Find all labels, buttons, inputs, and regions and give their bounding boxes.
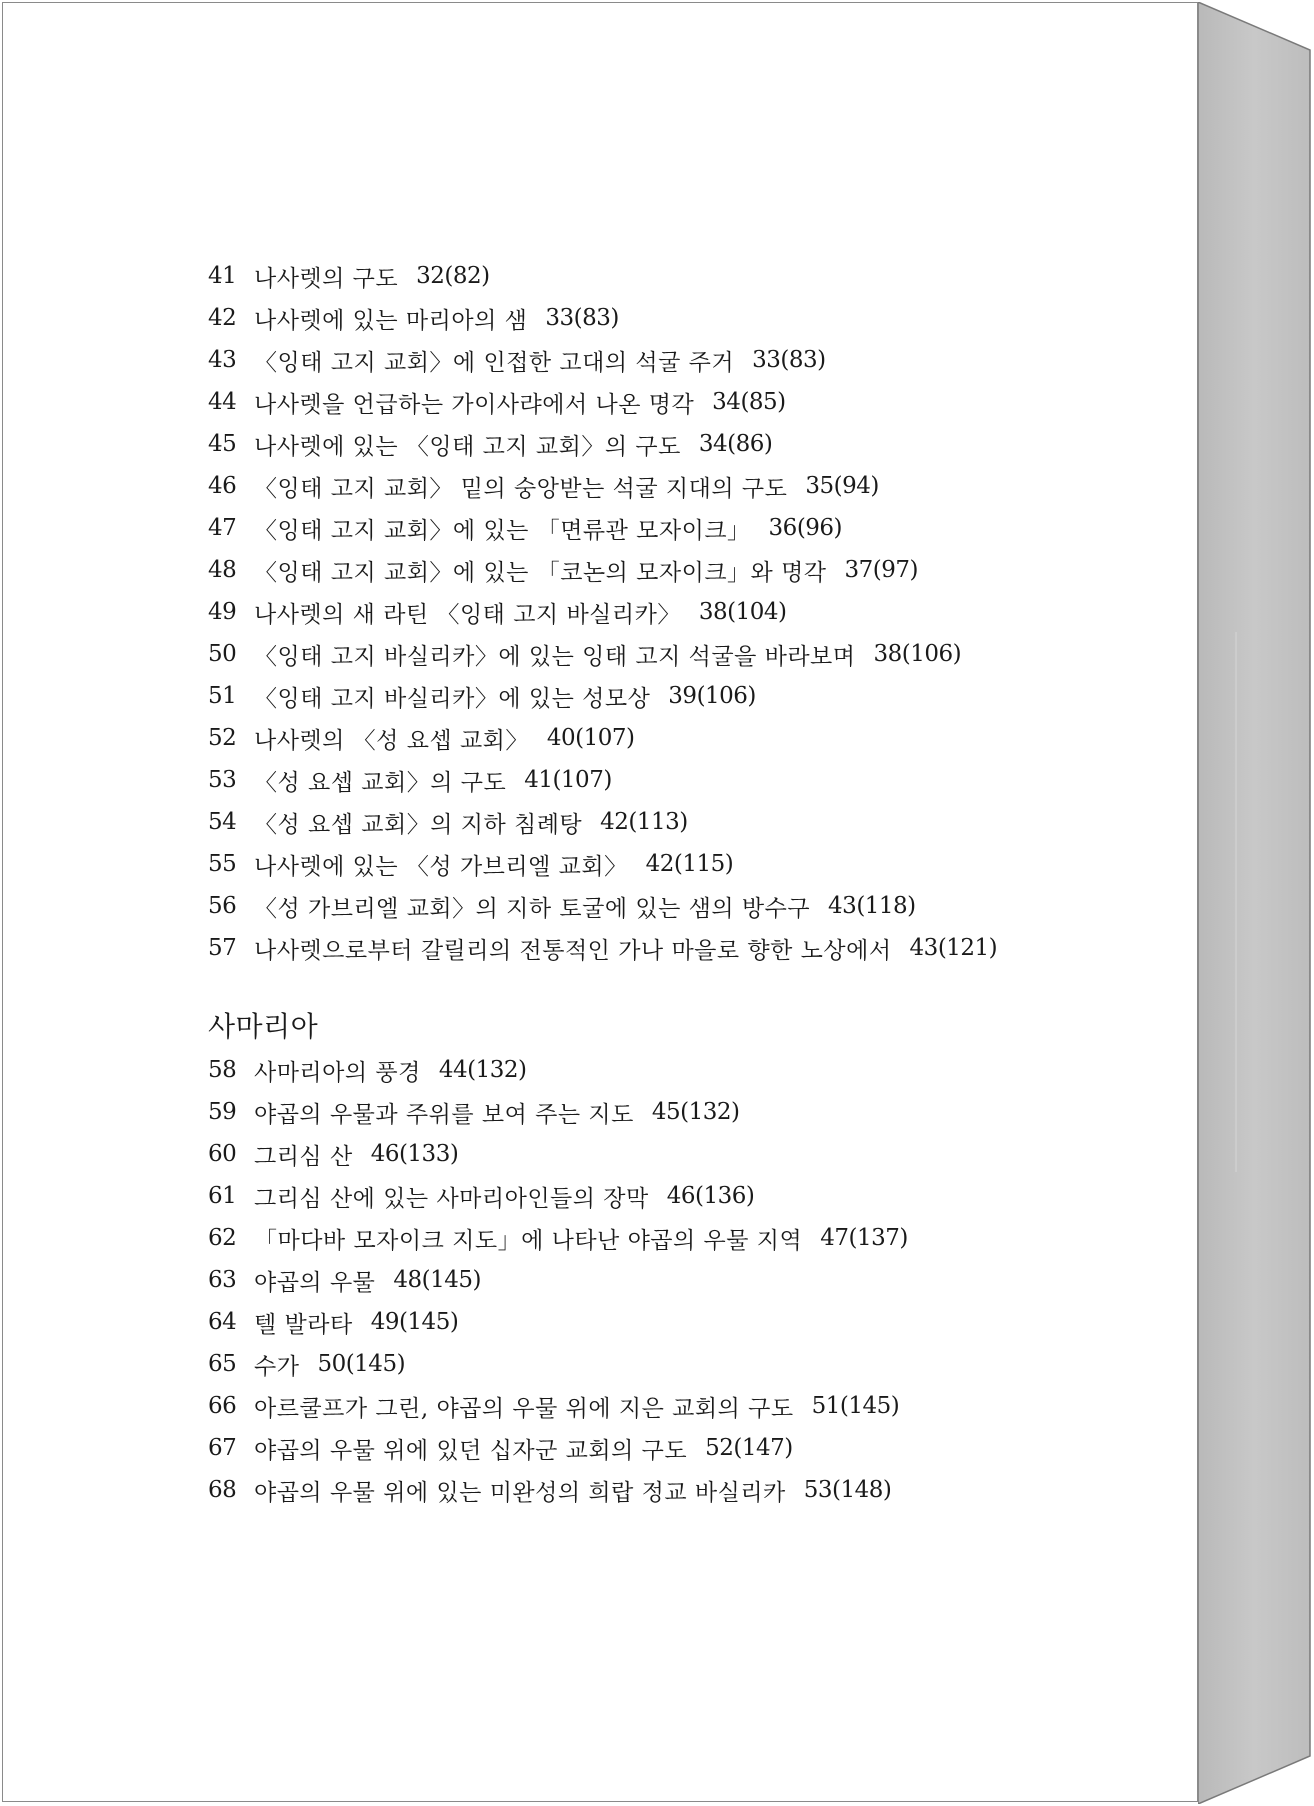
figure-title: 〈잉태 고지 교회〉에 있는 「면류관 모자이크」 [254,517,751,544]
toc-entry [208,1469,997,1511]
page-reference: 43(121) [909,935,998,961]
page-reference: 38(106) [873,641,962,667]
figure-number: 45 [208,431,237,457]
figure-title: 〈잉태 고지 교회〉에 있는 「코논의 모자이크」와 명각 [254,559,827,586]
page-reference: 46(136) [666,1183,755,1209]
toc-entry [208,1133,997,1175]
toc-entry [208,759,997,801]
figure-number: 51 [208,683,237,709]
figure-number: 54 [208,809,237,835]
page-reference: 48(145) [393,1267,482,1293]
page-reference: 33(83) [545,305,619,331]
page-reference: 46(133) [370,1141,459,1167]
toc-entry [208,1049,997,1091]
toc-entry [208,339,997,381]
page-reference: 51(145) [811,1393,900,1419]
figure-number: 57 [208,935,237,961]
toc-entry [208,801,997,843]
toc-entry [208,1301,997,1343]
figure-title: 나사렛의 〈성 요셉 교회〉 [254,727,529,754]
figure-list-nazareth [208,255,997,969]
figure-number: 46 [208,473,237,499]
figure-number: 68 [208,1477,237,1503]
page-reference: 37(97) [844,557,918,583]
toc-entry [208,1091,997,1133]
page-reference: 50(145) [317,1351,406,1377]
figure-number: 65 [208,1351,237,1377]
toc-entry [208,633,997,675]
figure-title: 나사렛을 언급하는 가이사랴에서 나온 명각 [254,391,695,418]
figure-number: 66 [208,1393,237,1419]
figure-number: 62 [208,1225,237,1251]
table-of-figures [208,255,997,1511]
figure-title: 나사렛에 있는 〈성 가브리엘 교회〉 [254,853,628,880]
figure-number: 59 [208,1099,237,1125]
page-reference: 45(132) [651,1099,740,1125]
figure-title: 〈성 요셉 교회〉의 지하 침례탕 [254,811,583,838]
page-reference: 47(137) [820,1225,908,1251]
toc-entry [208,1385,997,1427]
figure-number: 64 [208,1309,237,1335]
figure-number: 50 [208,641,237,667]
book-edge [1198,2,1312,1804]
toc-entry [208,297,997,339]
figure-title: 「마다바 모자이크 지도」에 나타난 야곱의 우물 지역 [254,1227,803,1254]
toc-entry [208,507,997,549]
figure-title: 〈잉태 고지 바실리카〉에 있는 성모상 [254,685,651,712]
page-reference: 42(115) [645,851,734,877]
figure-title: 야곱의 우물 [254,1269,376,1296]
figure-list-samaria [208,1049,997,1511]
page-reference: 43(118) [828,893,916,919]
toc-entry [208,423,997,465]
section-heading: 사마리아 [208,1010,319,1043]
toc-entry [208,381,997,423]
figure-number: 44 [208,389,237,415]
page-reference: 53(148) [803,1477,892,1503]
page-reference: 32(82) [416,263,490,289]
toc-entry [208,885,997,927]
page-reference: 36(96) [768,515,843,541]
toc-entry [208,1427,997,1469]
toc-entry [208,549,997,591]
figure-title: 〈성 요셉 교회〉의 구도 [254,769,507,796]
figure-title: 야곱의 우물 위에 있는 미완성의 희랍 정교 바실리카 [254,1479,786,1506]
toc-entry [208,927,997,969]
page-reference: 52(147) [705,1435,793,1461]
figure-title: 나사렛으로부터 갈릴리의 전통적인 가나 마을로 향한 노상에서 [254,937,892,964]
figure-number: 53 [208,767,237,793]
figure-title: 그리심 산 [254,1143,353,1170]
figure-title: 그리심 산에 있는 사마리아인들의 장막 [254,1185,649,1212]
figure-number: 42 [208,305,237,331]
page-reference: 42(113) [600,809,688,835]
toc-entry [208,1343,997,1385]
figure-number: 63 [208,1267,237,1293]
toc-entry [208,717,997,759]
page-reference: 49(145) [370,1309,459,1335]
figure-title: 나사렛의 구도 [254,265,399,292]
page-reference: 34(86) [698,431,773,457]
figure-number: 43 [208,347,237,373]
figure-title: 〈잉태 고지 바실리카〉에 있는 잉태 고지 석굴을 바라보며 [254,643,856,670]
figure-title: 〈성 가브리엘 교회〉의 지하 토굴에 있는 샘의 방수구 [254,895,811,922]
figure-title: 나사렛의 새 라틴 〈잉태 고지 바실리카〉 [254,601,681,628]
page-reference: 39(106) [668,683,756,709]
figure-number: 49 [208,599,237,625]
page-reference: 35(94) [805,473,879,499]
book-edge-graphic [1198,2,1312,1804]
toc-entry [208,465,997,507]
toc-entry [208,1259,997,1301]
page-reference: 33(83) [752,347,826,373]
toc-entry [208,591,997,633]
figure-number: 56 [208,893,237,919]
toc-entry [208,675,997,717]
page-reference: 38(104) [698,599,787,625]
figure-number: 48 [208,557,237,583]
figure-number: 47 [208,515,237,541]
figure-number: 52 [208,725,237,751]
figure-number: 60 [208,1141,237,1167]
page-reference: 41(107) [524,767,612,793]
figure-title: 야곱의 우물과 주위를 보여 주는 지도 [254,1101,634,1128]
page-reference: 34(85) [712,389,786,415]
figure-title: 아르쿨프가 그린, 야곱의 우물 위에 지은 교회의 구도 [254,1395,794,1422]
page-reference: 44(132) [438,1057,527,1083]
toc-entry [208,1217,997,1259]
figure-title: 수가 [254,1353,300,1380]
figure-title: 나사렛에 있는 마리아의 샘 [254,307,528,334]
figure-number: 41 [208,263,237,289]
figure-title: 사마리아의 풍경 [254,1059,421,1086]
figure-title: 나사렛에 있는 〈잉태 고지 교회〉의 구도 [254,433,681,460]
figure-number: 67 [208,1435,237,1461]
book-page [2,2,1198,1802]
figure-number: 55 [208,851,237,877]
figure-title: 야곱의 우물 위에 있던 십자군 교회의 구도 [254,1437,688,1464]
figure-title: 〈잉태 고지 교회〉 밑의 숭앙받는 석굴 지대의 구도 [254,475,788,502]
figure-number: 61 [208,1183,237,1209]
page-reference: 40(107) [546,725,635,751]
toc-entry [208,255,997,297]
figure-title: 텔 발라타 [254,1311,353,1338]
figure-title: 〈잉태 고지 교회〉에 인접한 고대의 석굴 주거 [254,349,735,376]
toc-entry [208,843,997,885]
figure-number: 58 [208,1057,237,1083]
toc-entry [208,1175,997,1217]
